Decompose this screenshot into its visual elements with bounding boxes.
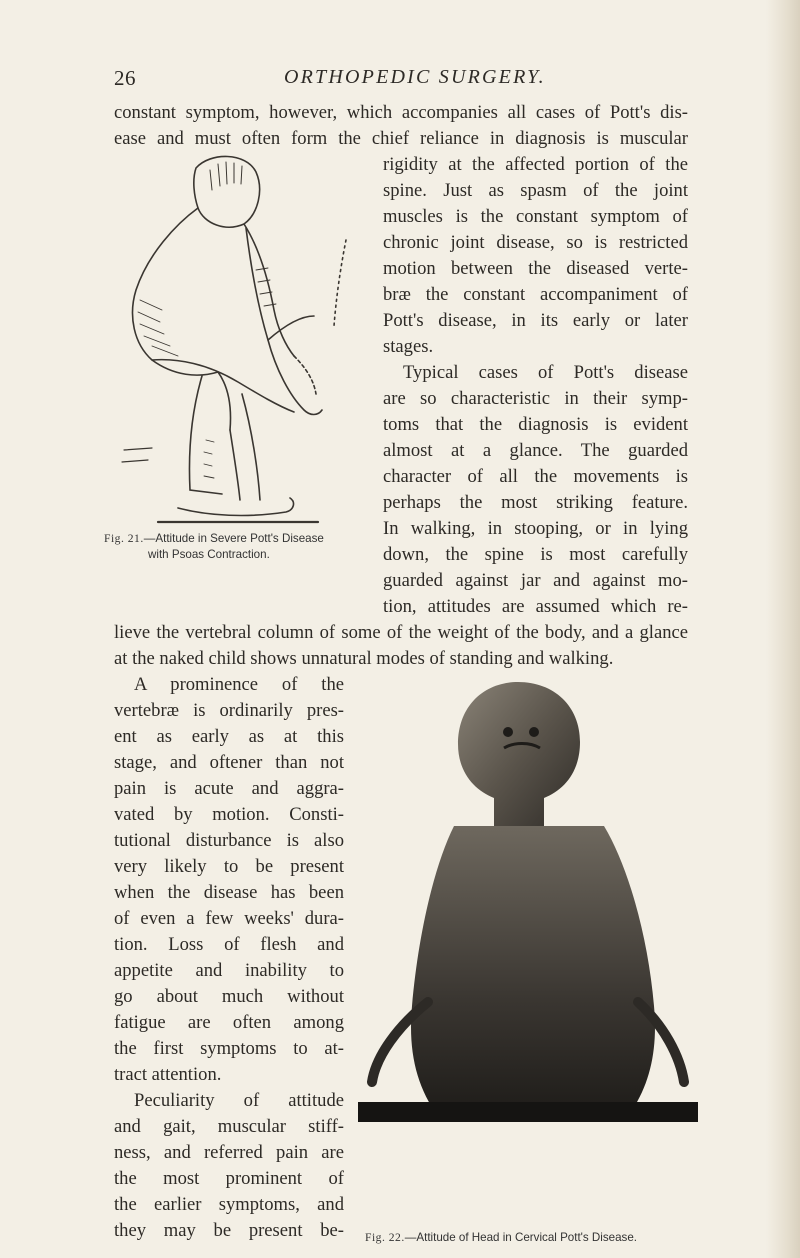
- body-line: tutional disturbance is also: [114, 832, 344, 851]
- body-line: lieve the vertebral column of some of the weight of the body, and a glance: [114, 624, 688, 643]
- body-line: perhaps the most striking feature.: [383, 494, 688, 513]
- figure-21-label: Fig. 21.: [104, 532, 144, 545]
- body-line: almost at a glance. The guarded: [383, 442, 688, 461]
- body-line: In walking, in stooping, or in lying: [383, 520, 688, 539]
- body-line: motion between the diseased verte-: [383, 260, 688, 279]
- body-line: stage, and oftener than not: [114, 754, 344, 773]
- figure-21-caption-text: —Attitude in Severe Pott's Disease: [143, 532, 324, 545]
- body-line: tract attention.: [114, 1066, 222, 1085]
- body-line: appetite and inability to: [114, 962, 344, 981]
- body-line: tion, attitudes are assumed which re-: [383, 598, 688, 617]
- figure-22-caption: [365, 1232, 637, 1244]
- body-line: vertebræ is ordinarily pres-: [114, 702, 344, 721]
- body-line: Pott's disease, in its early or later: [383, 312, 688, 331]
- body-line: spine. Just as spasm of the joint: [383, 182, 688, 201]
- figure-21-caption: [104, 533, 324, 545]
- page-header: [0, 66, 800, 96]
- body-line: Typical cases of Pott's disease: [403, 364, 688, 383]
- body-line: ness, and referred pain are: [114, 1144, 344, 1163]
- body-line: of even a few weeks' dura-: [114, 910, 344, 929]
- body-line: very likely to be present: [114, 858, 344, 877]
- page-edge-shadow: [766, 0, 800, 1258]
- body-line: fatigue are often among: [114, 1014, 344, 1033]
- body-line: down, the spine is most carefully: [383, 546, 688, 565]
- body-line: tion. Loss of flesh and: [114, 936, 344, 955]
- body-line: rigidity at the affected portion of the: [383, 156, 688, 175]
- body-line: vated by motion. Consti-: [114, 806, 344, 825]
- figure-22-caption-text: —Attitude of Head in Cervical Pott's Disease.: [404, 1231, 638, 1244]
- body-line: ease and must often form the chief reliance in diagnosis is muscular: [114, 130, 688, 149]
- body-line: pain is acute and aggra-: [114, 780, 344, 799]
- body-line: A prominence of the: [134, 676, 344, 695]
- body-line: they may be present be-: [114, 1222, 344, 1241]
- body-line: at the naked child shows unnatural modes of standing and walking.: [114, 650, 614, 669]
- body-line: the earlier symptoms, and: [114, 1196, 344, 1215]
- page-number: 26: [114, 66, 136, 90]
- figure-22-photo: [358, 672, 698, 832]
- body-line: character of all the movements is: [383, 468, 688, 487]
- body-line: stages.: [383, 338, 434, 357]
- figure-21-caption-line2: with Psoas Contraction.: [148, 548, 270, 561]
- body-line: constant symptom, however, which accompanies all cases of Pott's dis-: [114, 104, 688, 123]
- body-line: the first symptoms to at-: [114, 1040, 344, 1059]
- body-line: go about much without: [114, 988, 344, 1007]
- running-title: ORTHOPEDIC SURGERY.: [284, 66, 546, 88]
- body-line: Peculiarity of attitude: [134, 1092, 344, 1111]
- body-line: when the disease has been: [114, 884, 344, 903]
- figure-21-illustration: [118, 150, 380, 530]
- body-line: are so characteristic in their symp-: [383, 390, 688, 409]
- body-line: and gait, muscular stiff-: [114, 1118, 344, 1137]
- body-line: the most prominent of: [114, 1170, 344, 1189]
- body-line: chronic joint disease, so is restricted: [383, 234, 688, 253]
- body-line: toms that the diagnosis is evident: [383, 416, 688, 435]
- figure-22-label: Fig. 22.: [365, 1231, 405, 1244]
- figure-22-photo-lower: [358, 826, 698, 1138]
- body-line: bræ the constant accompaniment of: [383, 286, 688, 305]
- body-line: muscles is the constant symptom of: [383, 208, 688, 227]
- body-line: ent as early as at this: [114, 728, 344, 747]
- body-line: guarded against jar and against mo-: [383, 572, 688, 591]
